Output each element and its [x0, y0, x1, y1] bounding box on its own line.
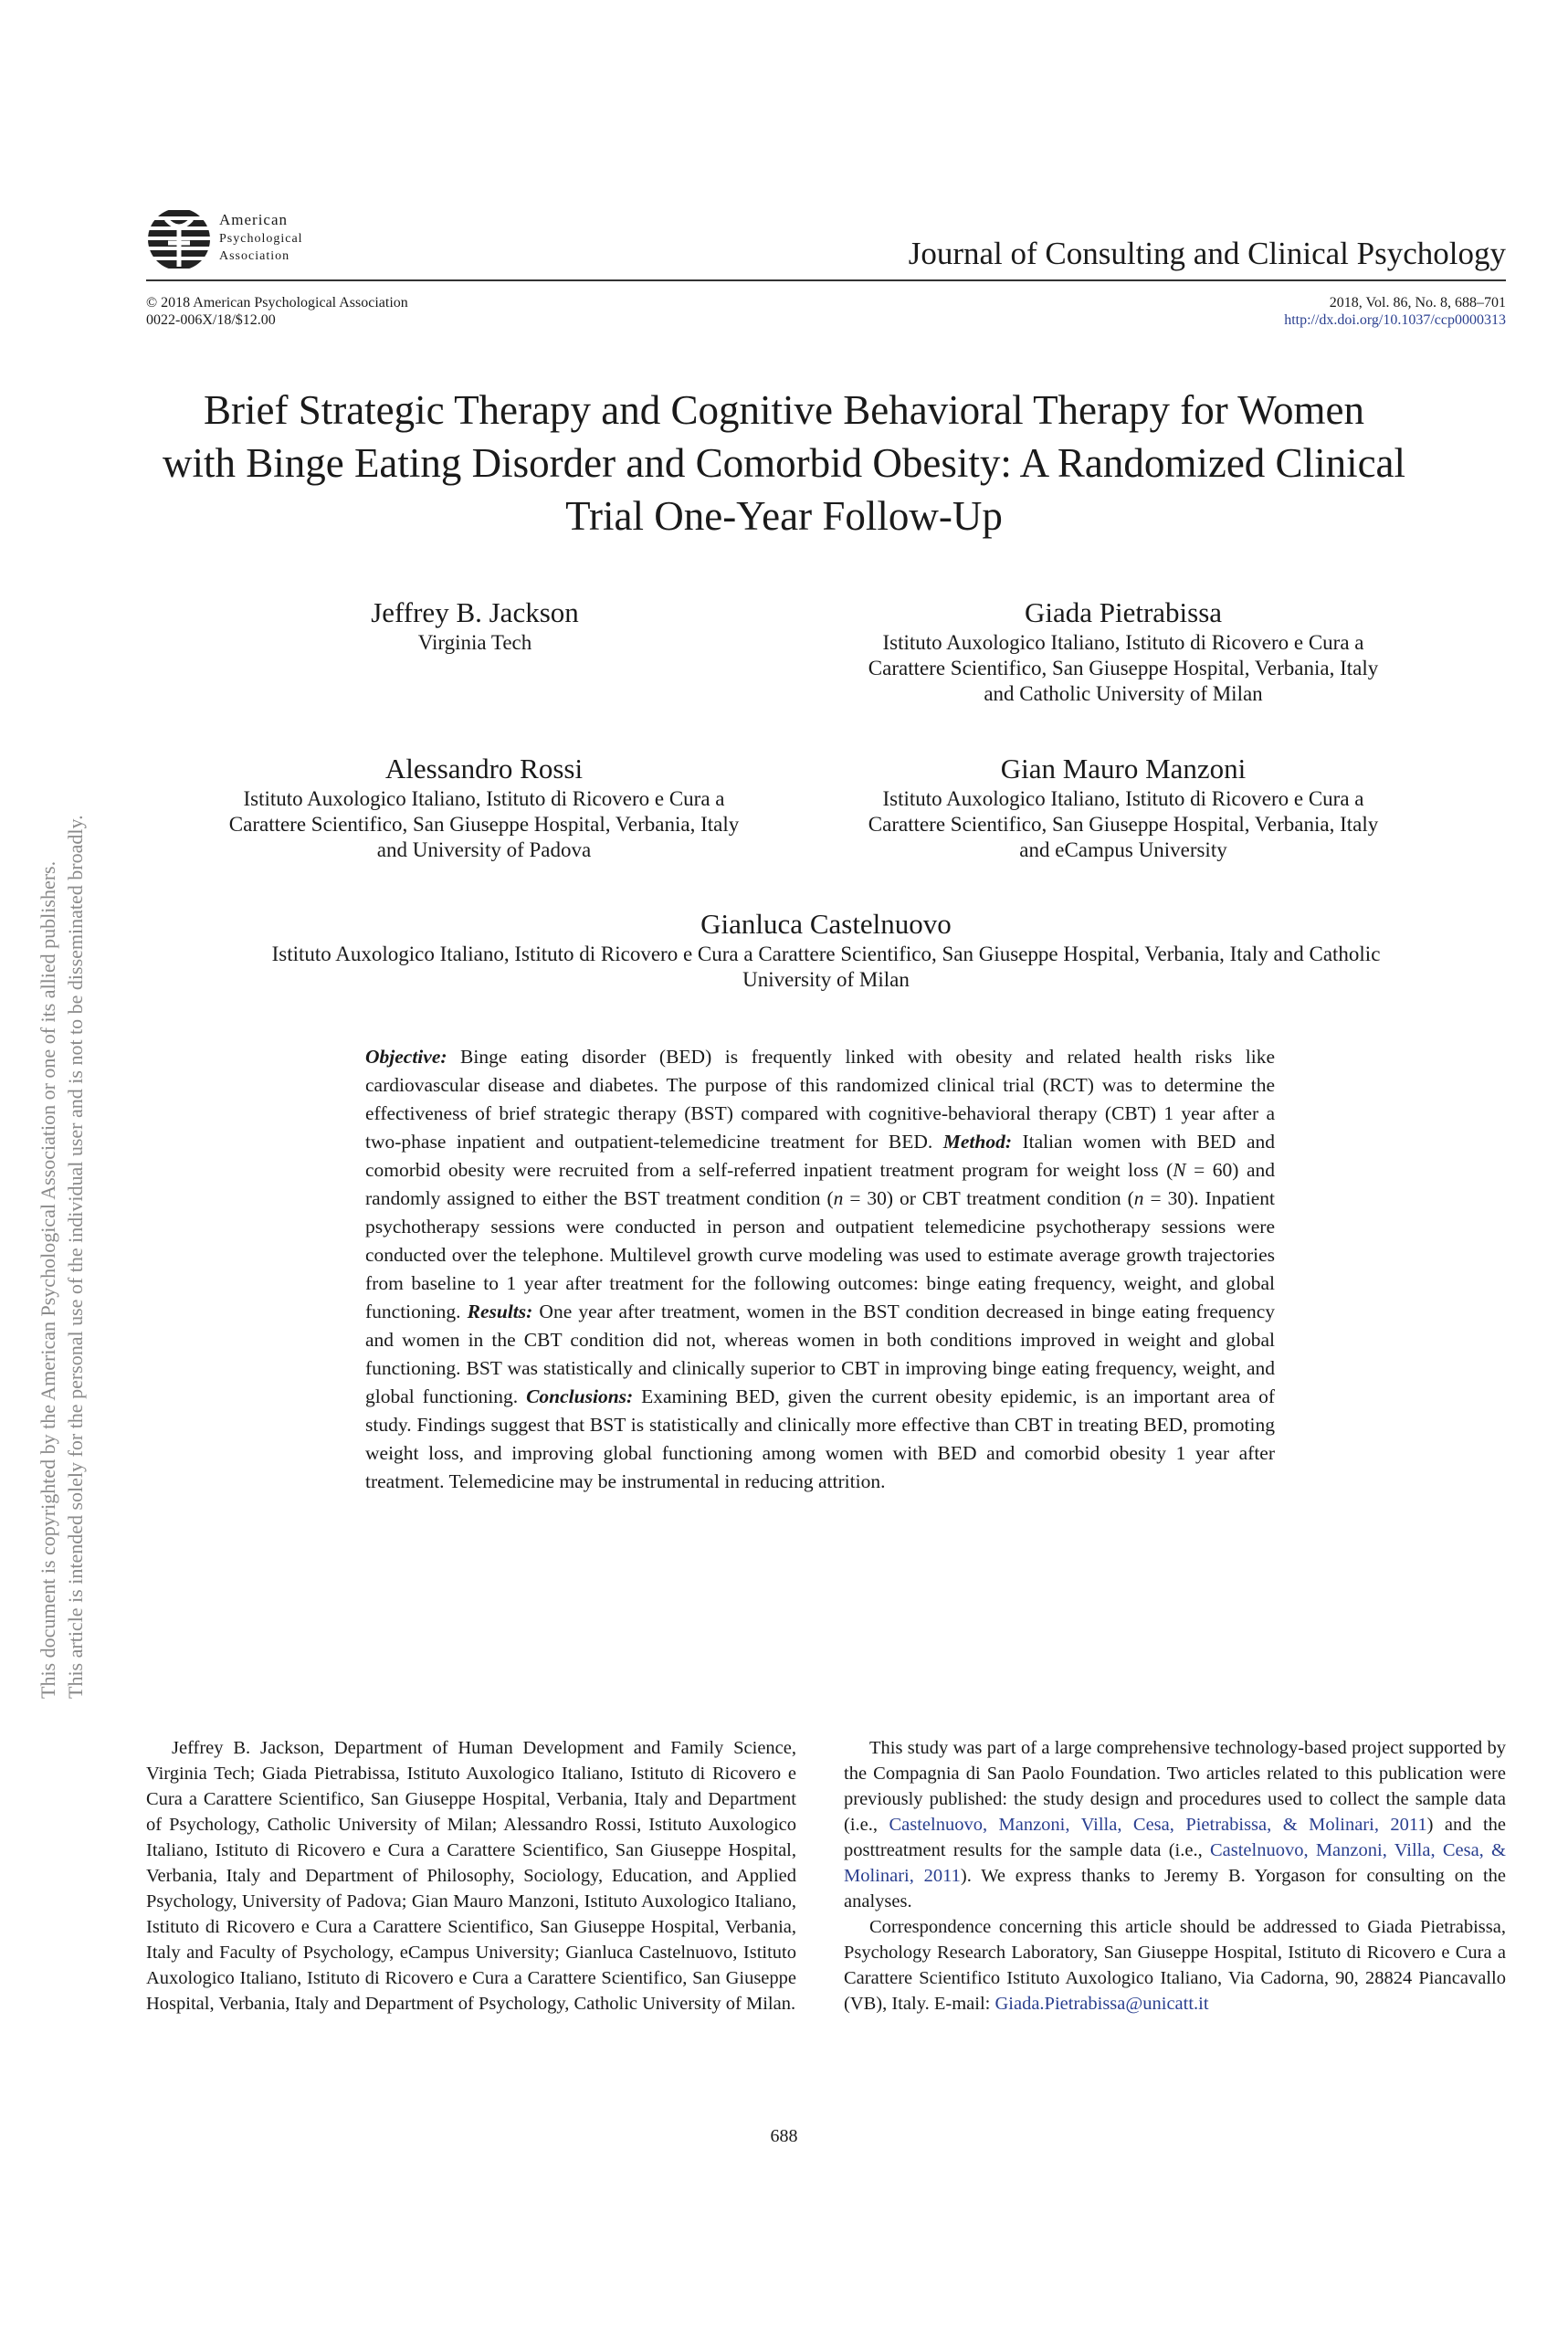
author-affiliation: Istituto Auxologico Italiano, Istituto di Ricovero e Cura a: [882, 787, 1364, 810]
title-line: with Binge Eating Disorder and Comorbid Obesity: A Randomized Clinical: [162, 440, 1406, 486]
method-label: Method:: [942, 1131, 1012, 1153]
side-notice-line: This document is copyrighted by the American Psychological Association or one of its allied publishers.: [37, 860, 59, 1699]
funding-text: ) and the posttreatment results for the sample data (i.e.,: [844, 1815, 1506, 1860]
volume-info: 2018, Vol. 86, No. 8, 688–701: [1329, 295, 1506, 311]
author-affiliation: Istituto Auxologico Italiano, Istituto di Ricovero e Cura a Carattere Scientifico, San Giuseppe Hospital, Verbania, Italy and Catholic: [271, 943, 1381, 965]
author-affiliation: and Catholic University of Milan: [984, 682, 1263, 705]
conclusions-label: Conclusions:: [526, 1385, 634, 1407]
funding-text: ). We express thanks to Jeremy B. Yorgason for consulting on the analyses.: [844, 1866, 1506, 1911]
author-note-funding: [844, 1735, 1506, 2017]
copyright: © 2018 American Psychological Association: [146, 295, 408, 311]
citation-link[interactable]: Castelnuovo, Manzoni, Villa, Cesa, Pietrabissa, & Molinari, 2011: [889, 1815, 1427, 1835]
citation-link[interactable]: Castelnuovo, Manzoni, Villa, Cesa, & Molinari, 2011: [844, 1840, 1506, 1886]
apa-logo: [146, 206, 329, 276]
author-affiliation: Carattere Scientifico, San Giuseppe Hospital, Verbania, Italy: [228, 813, 740, 836]
conclusions-text: Examining BED, given the current obesity epidemic, is an important area of study. Findings suggest that BST is statistically and clinically more effective than CBT in treating BED, promoting weight loss, and improving global functioning among women with BED and comorbid obesity 1 year after treatment. Telemedicine may be instrumental in reducing attrition.: [365, 1385, 1275, 1492]
author-affiliation: Carattere Scientifico, San Giuseppe Hospital, Verbania, Italy: [868, 657, 1379, 679]
citation-block: [1284, 294, 1506, 329]
sample-size-symbol: N: [1173, 1159, 1186, 1181]
results-text: One year after treatment, women in the BST condition decreased in binge eating frequency and women in the CBT condition did not, whereas women in both conditions improved in weight and global functioning. BST was statistically and clinically superior to CBT in improving binge eating frequency, weight, and global functioning.: [365, 1301, 1275, 1407]
copyright-block: [146, 294, 408, 329]
header-rule: [146, 279, 1506, 281]
journal-name: Journal of Consulting and Clinical Psychology: [908, 236, 1506, 271]
funding-paragraph: [844, 1735, 1506, 1914]
author-affiliation: Virginia Tech: [417, 631, 532, 654]
doi-link[interactable]: http://dx.doi.org/10.1037/ccp0000313: [1284, 312, 1506, 328]
group-size-symbol: n: [833, 1187, 844, 1209]
author-block: [804, 752, 1443, 863]
author-affiliation: Istituto Auxologico Italiano, Istituto di Ricovero e Cura a: [882, 631, 1364, 654]
results-label: Results:: [467, 1301, 533, 1322]
author-affiliation: Carattere Scientifico, San Giuseppe Hospital, Verbania, Italy: [868, 813, 1379, 836]
article-title: [128, 384, 1440, 542]
author-affiliation: and University of Padova: [376, 838, 592, 861]
method-text: = 30) or CBT treatment condition (: [843, 1187, 1134, 1209]
author-name: Gianluca Castelnuovo: [700, 908, 952, 940]
author-affiliation: and eCampus University: [1019, 838, 1227, 861]
title-line: Trial One-Year Follow-Up: [565, 493, 1003, 539]
author-name: Giada Pietrabissa: [1024, 596, 1223, 628]
correspondence-paragraph: [844, 1914, 1506, 2017]
method-text: = 60) and randomly assigned to either the BST treatment condition (: [365, 1159, 1275, 1209]
author-affiliation: University of Milan: [742, 968, 910, 991]
author-affiliation: Istituto Auxologico Italiano, Istituto di Ricovero e Cura a: [243, 787, 725, 810]
logo-line-3: Association: [219, 249, 290, 263]
objective-text: Binge eating disorder (BED) is frequently linked with obesity and related health risks like cardiovascular disease and diabetes. The purpose of this randomized clinical trial (RCT) was to determine the effectiveness of brief strategic therapy (BST) compared with cognitive-behavioral therapy (CBT) 1 year after a two-phase inpatient and outpatient-telemedicine treatment for BED.: [365, 1046, 1275, 1153]
author-block: [146, 752, 822, 863]
page-number: 688: [770, 2126, 798, 2146]
logo-line-1: American: [219, 211, 289, 228]
title-line: Brief Strategic Therapy and Cognitive Behavioral Therapy for Women: [203, 387, 1364, 433]
logo-line-2: Psychological: [219, 232, 303, 246]
apa-emblem-icon: [146, 206, 212, 272]
author-block: [146, 907, 1506, 993]
author-block: [804, 595, 1443, 707]
author-name: Jeffrey B. Jackson: [371, 596, 579, 628]
funding-text: This study was part of a large comprehensive technology-based project supported by the Compagnia di San Paolo Foundation. Two articles related to this publication were previously published: the study design and procedures used to collect the sample data (i.e.,: [844, 1738, 1506, 1835]
side-notice-line: This article is intended solely for the personal use of the individual user and is not to be disseminated broadly.: [64, 815, 87, 1699]
objective-label: Objective:: [365, 1046, 447, 1068]
method-text: Italian women with BED and comorbid obesity were recruited from a self-referred inpatient treatment program for weight loss (: [365, 1131, 1275, 1181]
abstract: [365, 1043, 1275, 1496]
group-size-symbol: n: [1133, 1187, 1144, 1209]
author-block: [274, 595, 676, 656]
email-link[interactable]: Giada.Pietrabissa@unicatt.it: [994, 1994, 1209, 2014]
author-name: Alessandro Rossi: [384, 753, 584, 785]
side-copyright-notice: [35, 815, 89, 1699]
method-text: = 30). Inpatient psychotherapy sessions were conducted in person and outpatient telemedicine psychotherapy sessions were conducted over the telephone. Multilevel growth curve modeling was used to estimate average growth trajectories from baseline to 1 year after treatment for the following outcomes: binge eating frequency, weight, and global functioning.: [365, 1187, 1275, 1322]
correspondence-text: Correspondence concerning this article should be addressed to Giada Pietrabissa, Psychology Research Laboratory, San Giuseppe Hospital, Istituto di Ricovero e Cura a Carattere Scientifico Istituto Auxologico Italiano, Via Cadorna, 90, 28824 Piancavallo (VB), Italy. E-mail:: [844, 1917, 1506, 2014]
author-note-affiliations: Jeffrey B. Jackson, Department of Human Development and Family Science, Virginia Tech; Giada Pietrabissa, Istituto Auxologico Italiano, Istituto di Ricovero e Cura a Carattere Scientifico, San Giuseppe Hospital, Verbania, Italy and Department of Psychology, Catholic University of Milan; Alessandro Rossi, Istituto Auxologico Italiano, Istituto di Ricovero e Cura a Carattere Scientifico, San Giuseppe Hospital, Verbania, Italy and Department of Philosophy, Sociology, Education, and Applied Psychology, University of Padova; Gian Mauro Manzoni, Istituto Auxologico Italiano, Istituto di Ricovero e Cura a Carattere Scientifico, San Giuseppe Hospital, Verbania, Italy and Faculty of Psychology, eCampus University; Gianluca Castelnuovo, Istituto Auxologico Italiano, Istituto di Ricovero e Cura a Carattere Scientifico, San Giuseppe Hospital, Verbania, Italy and Department of Psychology, Catholic University of Milan.: [146, 1738, 796, 2014]
author-name: Gian Mauro Manzoni: [1000, 753, 1247, 785]
issn: 0022-006X/18/$12.00: [146, 312, 276, 328]
